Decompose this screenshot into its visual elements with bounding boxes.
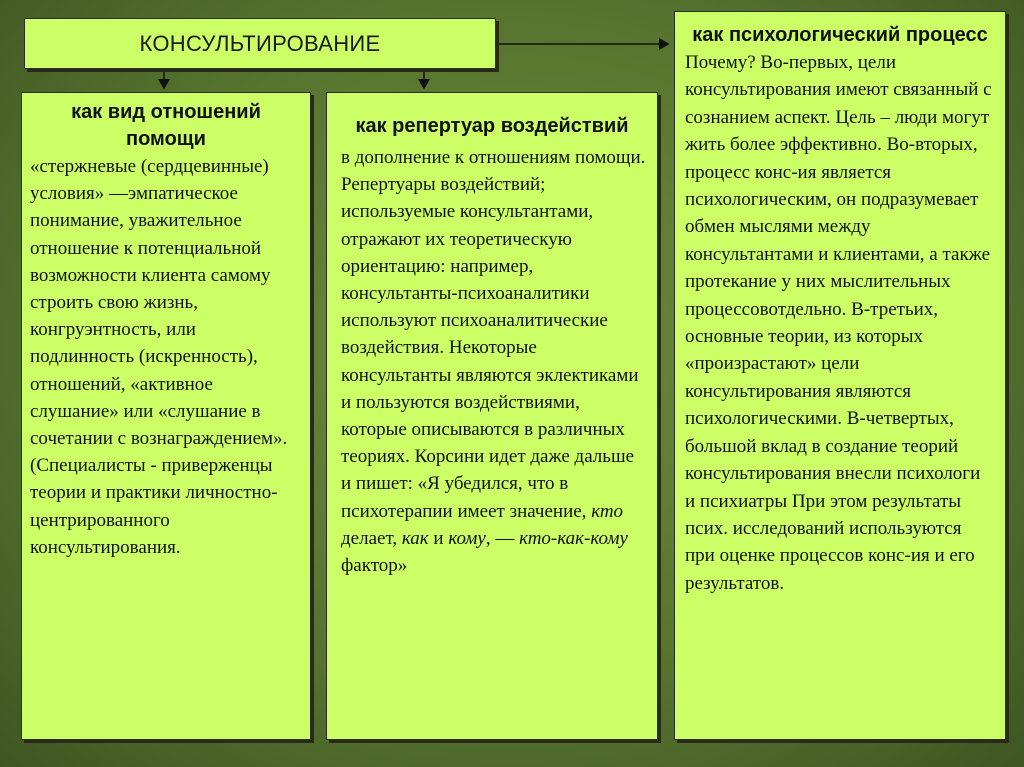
column-text: Почему? Во-первых, цели консультирования имеют связанный с сознанием аспект. Цель – люди могут жить более эффективно. Во-вторых, процесс конс-ия является психологическим, он подразумевает обмен мыслями между консультантами и клиентами, а также протекание у них мыслительных процессовотдельно. В-третьих, основные теории, из которых «произрастают» цели консультирования являются психологическими. В-четвертых, большой вклад в создание теорий консультирования внесли психологи и психиатры При этом результаты псих. исследований используются при оценке процессов конс-ия и его результатов. xyxy=(685,52,992,594)
column-interventions xyxy=(326,92,658,740)
diagram-title: КОНСУЛЬТИРОВАНИЕ xyxy=(139,30,381,56)
column-heading: как репертуар воздействий xyxy=(355,115,629,137)
column-psych-process xyxy=(674,11,1006,740)
column-text: «стержневые (сердцевинные) условия» —эмпатическое понимание, уважительное отношение к потенциальной возможности клиента самому строить свою жизнь, конгруэнтность, или подлинность (искренность), отношений, «активное слушание» или «слушание в сочетании с вознаграждением». (Специалисты - приверженцы теории и практики личностно-центрированного консультирования. xyxy=(30,156,288,558)
column-heading: как вид отношений помощи xyxy=(71,101,261,150)
column-heading: как психологический процесс xyxy=(692,24,988,46)
title-box xyxy=(24,18,496,69)
column-text: в дополнение к отношениям помощи. Репертуары воздействий; используемые консультантами, отражают их теоретическую ориентацию: например, консультанты-психоаналитики используют психоаналитические воздействия. Некоторые консультанты являются эклектиками и пользуются воздействиями, которые описываются в различных теориях. Корсини идет даже дальше и пишет: «Я убедился, что в психотерапии имеет значение, кто делает, как и кому, — кто-как-кому фактор» xyxy=(341,147,646,577)
column-help-relations xyxy=(21,92,311,740)
